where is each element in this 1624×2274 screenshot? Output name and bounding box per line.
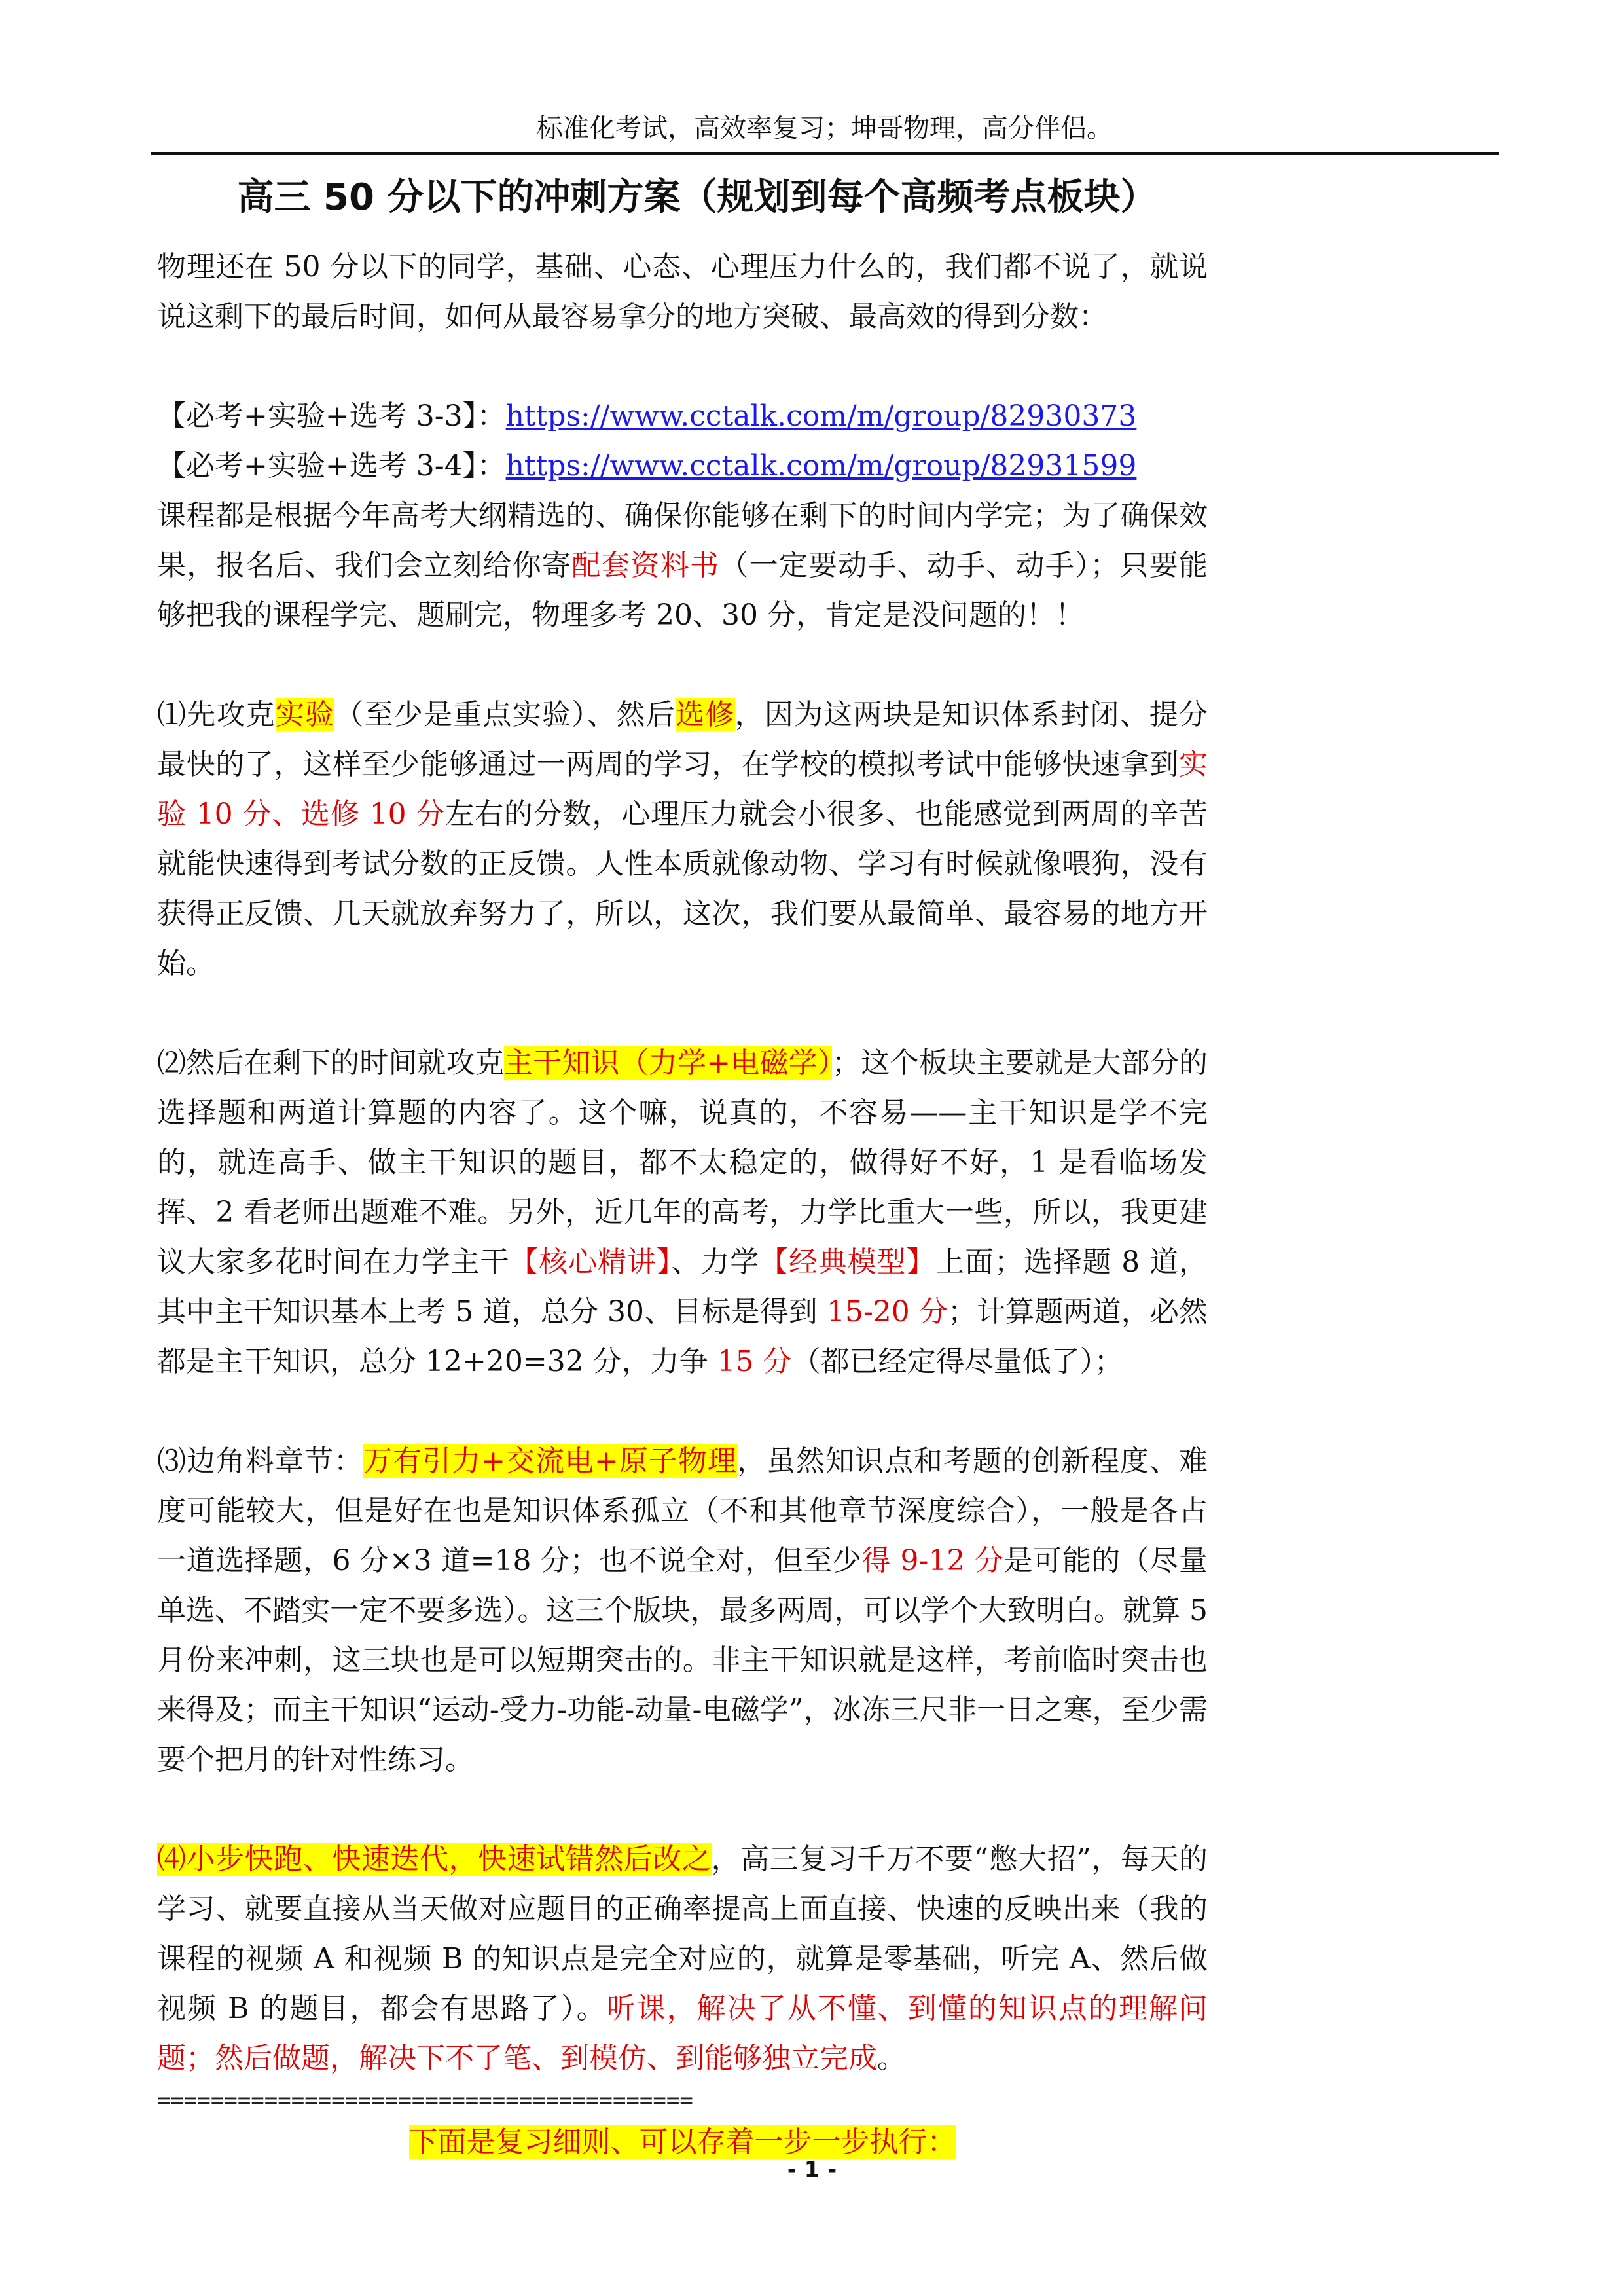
course-link-line-1 (157, 392, 1208, 441)
section-3-paragraph (157, 1437, 1208, 1785)
separator-line: ======================================== (157, 2087, 693, 2114)
page-number: - 1 - (787, 2157, 837, 2183)
section-1-text: （至少是重点实验）、然后 (334, 698, 676, 731)
section-1-highlight: 选修 (676, 698, 735, 731)
section-2-text: ；这个板块主要就是大部分的选择题和两道计算题的内容了。这个嘛，说真的，不容易——主干知识是学不完的，就连高手、做主干知识的题目，都不太稳定的，做得好不好，1 是看临场发挥、2 看老师出题难不难。另外，近几年的高考，力学比重大一些，所以，我更建议大家多花时间在力学主干 (157, 1046, 1208, 1279)
section-3-text: ⑶边角料章节： (157, 1444, 364, 1478)
course-link-label-1: 【必考+实验+选考 3-3】： (157, 399, 506, 433)
course-red-text: 配套资料书 (571, 549, 720, 582)
section-4-red-text: 听课，解决了从不懂、到懂的知识点的理解问题；然后做题，解决下不了笔、到模仿、到能够独立完成 (157, 1992, 1208, 2075)
section-2-red-text: 15 分 (717, 1345, 792, 1378)
section-3-red-text: 得 9-12 分 (861, 1544, 1004, 1577)
section-4-paragraph (157, 1835, 1208, 2083)
section-3-text: ，虽然知识点和考题的创新程度、难度可能较大，但是好在也是知识体系孤立（不和其他章节深度综合），一般是各占一道选择题，6 分×3 道=18 分；也不说全对，但至少 (157, 1444, 1208, 1577)
section-3-highlight: 万有引力+交流电+原子物理 (363, 1444, 737, 1478)
section-1-paragraph (157, 690, 1208, 989)
section-1-red-text: 实验 10 分、选修 10 分 (157, 748, 1208, 831)
section-2-text: （都已经定得尽量低了）； (791, 1345, 1123, 1378)
course-link-label-2: 【必考+实验+选考 3-4】： (157, 449, 506, 483)
paragraph-gap (157, 640, 1208, 690)
paragraph-gap (157, 1387, 1208, 1437)
section-2-text: 、力学 (671, 1245, 760, 1279)
header-divider (151, 152, 1499, 155)
document-body (157, 242, 1208, 2167)
section-1-highlight: 实验 (275, 698, 335, 731)
course-link-1[interactable]: https://www.cctalk.com/m/group/82930373 (505, 399, 1137, 433)
section-4-text: ，高三复习千万不要“憋大招”，每天的学习、就要直接从当天做对应题目的正确率提高上面直接、快速的反映出来（我的课程的视频 A 和视频 B 的知识点是完全对应的，就算是零基础，听完 A、然后做视频 B 的题目，都会有思路了）。 (157, 1843, 1208, 2025)
section-2-red-text: 15-20 分 (826, 1295, 948, 1329)
section-2-highlight: 主干知识（力学+电磁学） (504, 1046, 832, 1080)
section-2-red-text: 【核心精讲】 (509, 1245, 672, 1279)
page-header: 标准化考试，高效率复习；坤哥物理，高分伴侣。 (537, 113, 1113, 143)
course-link-2[interactable]: https://www.cctalk.com/m/group/82931599 (505, 449, 1137, 483)
section-3-text: 是可能的（尽量单选、不踏实一定不要多选）。这三个版块，最多两周，可以学个大致明白。就算 5 月份来冲刺，这三块也是可以短期突击的。非主干知识就是这样，考前临时突击也来得及；而主干知识“运动-受力-功能-动量-电磁学”，冰冻三尺非一日之寒，至少需要个把月的针对性练习。 (157, 1544, 1208, 1776)
section-2-text: ；计算题两道，必然都是主干知识，总分 12+20=32 分，力争 (157, 1295, 1208, 1378)
course-text: （一定要动手、动手、动手）；只要能够把我的课程学完、题刷完，物理多考 20、30 分，肯定是没问题的！！ (157, 549, 1208, 632)
section-4-highlight: ⑷小步快跑、快速迭代，快速试错然后改之 (157, 1843, 712, 1876)
section-2-text: ⑵然后在剩下的时间就攻克 (157, 1046, 505, 1080)
section-1-text: ，因为这两块是知识体系封闭、提分最快的了，这样至少能够通过一两周的学习，在学校的模拟考试中能够快速拿到 (157, 698, 1208, 781)
section-2-text: 上面；选择题 8 道，其中主干知识基本上考 5 道，总分 30、目标是得到 (157, 1245, 1208, 1329)
section-2-red-text: 【经典模型】 (759, 1245, 936, 1279)
course-link-line-2 (157, 441, 1208, 491)
course-text: 课程都是根据今年高考大纲精选的、确保你能够在剩下的时间内学完；为了确保效果，报名后、我们会立刻给你寄 (157, 499, 1208, 582)
section-2-paragraph (157, 1038, 1208, 1387)
section-1-text: ⑴先攻克 (157, 698, 276, 731)
course-paragraph (157, 491, 1208, 640)
paragraph-gap (157, 342, 1208, 392)
paragraph-gap (157, 1785, 1208, 1835)
intro-paragraph: 物理还在 50 分以下的同学，基础、心态、心理压力什么的，我们都不说了，就说说这剩下的最后时间，如何从最容易拿分的地方突破、最高效的得到分数： (157, 250, 1208, 333)
page-title: 高三 50 分以下的冲刺方案（规划到每个高频考点板块） (237, 176, 1157, 219)
section-1-text: 左右的分数，心理压力就会小很多、也能感觉到两周的辛苦就能快速得到考试分数的正反馈。人性本质就像动物、学习有时候就像喂狗，没有获得正反馈、几天就放弃努力了，所以，这次，我们要从最简单、最容易的地方开始。 (157, 798, 1208, 980)
paragraph-gap (157, 989, 1208, 1038)
section-4-text: 。 (877, 2042, 906, 2075)
closing-highlight: 下面是复习细则、可以存着一步一步执行： (408, 2125, 956, 2159)
